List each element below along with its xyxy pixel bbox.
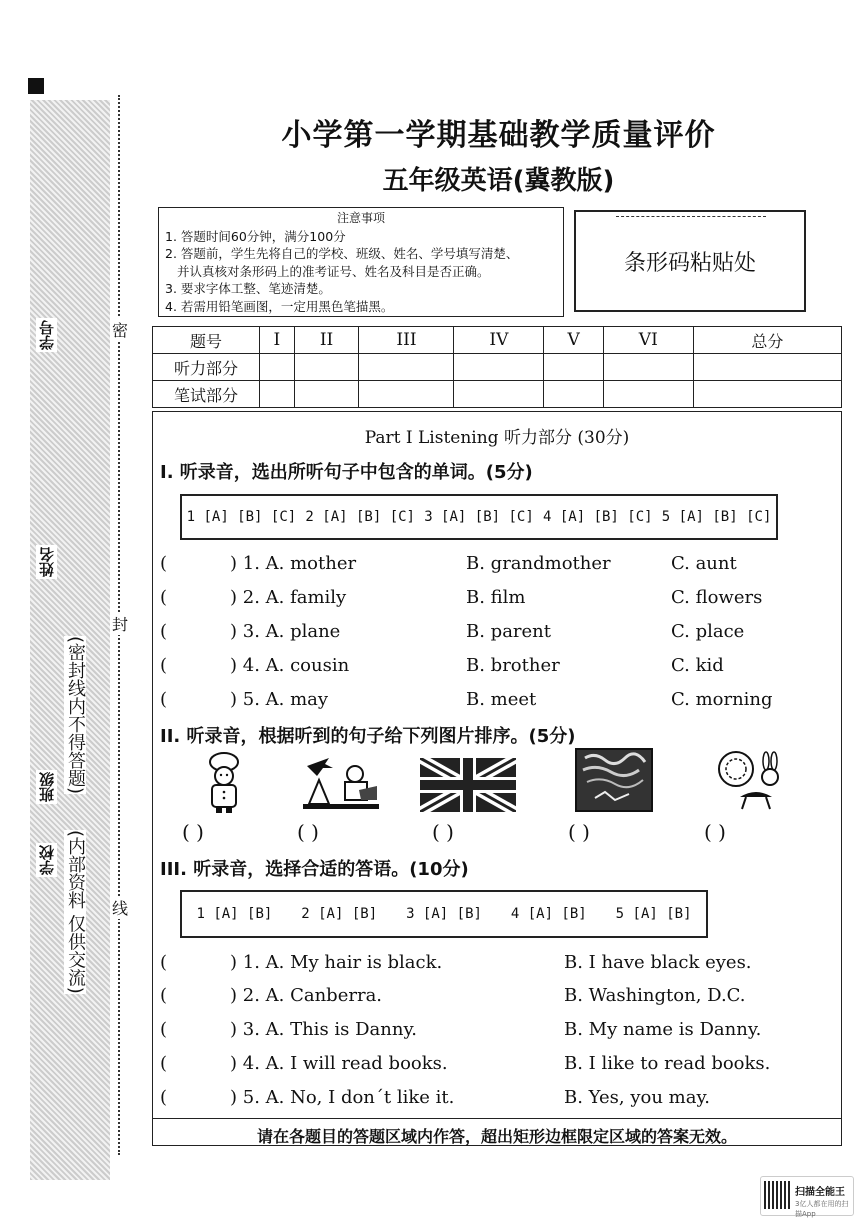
score-cell[interactable]: [693, 381, 841, 408]
option-c: C. morning: [671, 689, 773, 710]
picture-order-blank[interactable]: ( ): [568, 820, 590, 844]
score-cell[interactable]: [544, 381, 604, 408]
option-a: ) 5. A. No, I don´t like it.: [230, 1087, 455, 1108]
notes-box: [158, 207, 564, 317]
notes-item: 2. 答题前，学生先将自己的学校、班级、姓名、学号填写清楚、: [165, 246, 519, 261]
score-row: [153, 354, 842, 381]
option-a: ) 1. A. My hair is black.: [230, 952, 443, 973]
seal-char-mi: 密: [112, 318, 128, 341]
barcode-area: [574, 210, 806, 312]
answer-paren[interactable]: (: [160, 1019, 168, 1040]
watermark-brand: 扫描全能王: [795, 1187, 845, 1198]
internal-note: (内部资料 仅供交流): [65, 830, 86, 994]
option-c: C. kid: [671, 655, 724, 676]
answer-paren[interactable]: (: [160, 655, 168, 676]
footer-notice: 请在各题目的答题区域内作答，超出矩形边框限定区域的答案无效。: [256, 1127, 737, 1146]
option-a: ) 4. A. I will read books.: [230, 1053, 448, 1074]
answer-bubble-group[interactable]: 5 [A] [B] [C]: [661, 509, 772, 525]
answer-bubble-group[interactable]: 5 [A] [B]: [615, 906, 692, 922]
score-cell[interactable]: [454, 354, 544, 381]
section-2-title: II. 听录音，根据听到的句子给下列图片排序。(5分): [160, 726, 576, 747]
scanner-watermark: [760, 1176, 854, 1216]
score-header: V: [544, 327, 604, 354]
corner-mark: [28, 78, 44, 94]
answer-bubble-group[interactable]: 3 [A] [B]: [406, 906, 482, 922]
picture-order-blank[interactable]: ( ): [182, 820, 204, 844]
notes-item: 4. 若需用铅笔画图，一定用黑色笔描黑。: [165, 298, 394, 314]
option-b: B. Washington, D.C.: [564, 985, 746, 1006]
answer-bubble-box-1: [180, 494, 778, 540]
score-header: IV: [454, 327, 544, 354]
notes-item: 并认真核对条形码上的准考证号、姓名及科目是否正确。: [177, 263, 490, 279]
answer-paren[interactable]: (: [160, 1087, 168, 1108]
answer-bubble-group[interactable]: 1 [A] [B] [C]: [186, 509, 297, 525]
side-label-school: 学校: [38, 845, 56, 875]
seal-char-feng: 封: [112, 612, 128, 635]
answer-paren[interactable]: (: [160, 621, 168, 642]
score-cell[interactable]: [294, 354, 359, 381]
option-b: B. Yes, you may.: [564, 1087, 710, 1108]
page-subtitle: 五年级英语(冀教版): [382, 166, 615, 196]
seal-note: (密封线内不得答题): [65, 636, 86, 795]
answer-bubble-group[interactable]: 2 [A] [B]: [301, 906, 378, 922]
option-a: ) 4. A. cousin: [230, 655, 350, 676]
score-header: 总分: [693, 327, 841, 354]
score-cell[interactable]: [544, 354, 604, 381]
score-header: I: [260, 327, 295, 354]
option-c: C. place: [671, 621, 745, 642]
picture-order-blank[interactable]: ( ): [297, 820, 319, 844]
score-row: [153, 381, 842, 408]
option-b: B. meet: [466, 689, 537, 710]
score-row-label: 笔试部分: [153, 381, 260, 408]
score-header: 题号: [153, 327, 260, 354]
answer-bubble-group[interactable]: 1 [A] [B]: [196, 906, 273, 922]
option-a: ) 5. A. may: [230, 689, 329, 710]
footer-divider: [152, 1118, 842, 1119]
answer-paren[interactable]: (: [160, 689, 168, 710]
option-b: B. parent: [466, 621, 552, 642]
option-b: B. grandmother: [466, 553, 611, 574]
score-cell[interactable]: [260, 381, 295, 408]
qr-code-icon: [764, 1181, 790, 1209]
answer-paren[interactable]: (: [160, 985, 168, 1006]
score-cell[interactable]: [260, 354, 295, 381]
option-b: B. I have black eyes.: [564, 952, 752, 973]
notes-item: 1. 答题时间60分钟，满分100分: [165, 228, 346, 244]
seal-char-xian: 线: [112, 896, 128, 919]
section-3-title: III. 听录音，选择合适的答语。(10分): [160, 859, 469, 880]
option-b: B. My name is Danny.: [564, 1019, 762, 1040]
score-header: II: [294, 327, 359, 354]
answer-paren[interactable]: (: [160, 952, 168, 973]
option-b: B. brother: [466, 655, 560, 676]
answer-paren[interactable]: (: [160, 553, 168, 574]
option-a: ) 2. A. family: [230, 587, 347, 608]
option-a: ) 2. A. Canberra.: [230, 985, 383, 1006]
score-cell[interactable]: [693, 354, 841, 381]
side-label-class: 班级: [38, 772, 56, 802]
rabbit-cooking-picture: [700, 750, 796, 810]
answer-paren[interactable]: (: [160, 587, 168, 608]
page-title: 小学第一学期基础教学质量评价: [281, 118, 716, 153]
option-c: C. flowers: [671, 587, 763, 608]
score-cell[interactable]: [454, 381, 544, 408]
option-a: ) 3. A. This is Danny.: [230, 1019, 417, 1040]
score-cell[interactable]: [603, 354, 693, 381]
answer-bubble-group[interactable]: 3 [A] [B] [C]: [424, 509, 534, 525]
answer-bubble-group[interactable]: 2 [A] [B] [C]: [305, 509, 415, 525]
part-title: Part I Listening 听力部分 (30分): [364, 428, 630, 448]
answer-paren[interactable]: (: [160, 1053, 168, 1074]
union-flag-picture: [420, 755, 516, 815]
notes-item: 3. 要求字体工整、笔迹清楚。: [165, 281, 331, 296]
score-cell[interactable]: [359, 354, 454, 381]
score-header: III: [359, 327, 454, 354]
option-b: B. I like to read books.: [564, 1053, 771, 1074]
score-row-label: 听力部分: [153, 354, 260, 381]
map-picture: [566, 750, 662, 810]
chef-picture: [176, 752, 272, 812]
score-header-row: [153, 327, 842, 354]
answer-bubble-box-3: [180, 890, 708, 938]
picture-order-blank[interactable]: ( ): [704, 820, 726, 844]
option-a: ) 3. A. plane: [230, 621, 341, 642]
barcode-label: 条形码粘贴处: [623, 250, 756, 276]
score-table: [152, 326, 842, 408]
side-label-name: 姓名: [38, 547, 56, 577]
score-header: VI: [603, 327, 693, 354]
section-1-title: I. 听录音，选出所听句子中包含的单词。(5分): [160, 462, 533, 483]
notes-heading: 注意事项: [336, 211, 385, 225]
score-cell[interactable]: [359, 381, 454, 408]
option-a: ) 1. A. mother: [230, 553, 357, 574]
score-cell[interactable]: [603, 381, 693, 408]
side-label-student-id: 学号: [38, 320, 56, 350]
option-b: B. film: [466, 587, 526, 608]
answer-bubble-group[interactable]: 4 [A] [B] [C]: [543, 509, 653, 525]
travel-picture: [294, 752, 390, 812]
answer-bubble-group[interactable]: 4 [A] [B]: [510, 906, 587, 922]
option-c: C. aunt: [671, 553, 737, 574]
score-cell[interactable]: [294, 381, 359, 408]
picture-order-blank[interactable]: ( ): [432, 820, 454, 844]
watermark-sub: 3亿人都在用的扫描App: [795, 1200, 849, 1218]
